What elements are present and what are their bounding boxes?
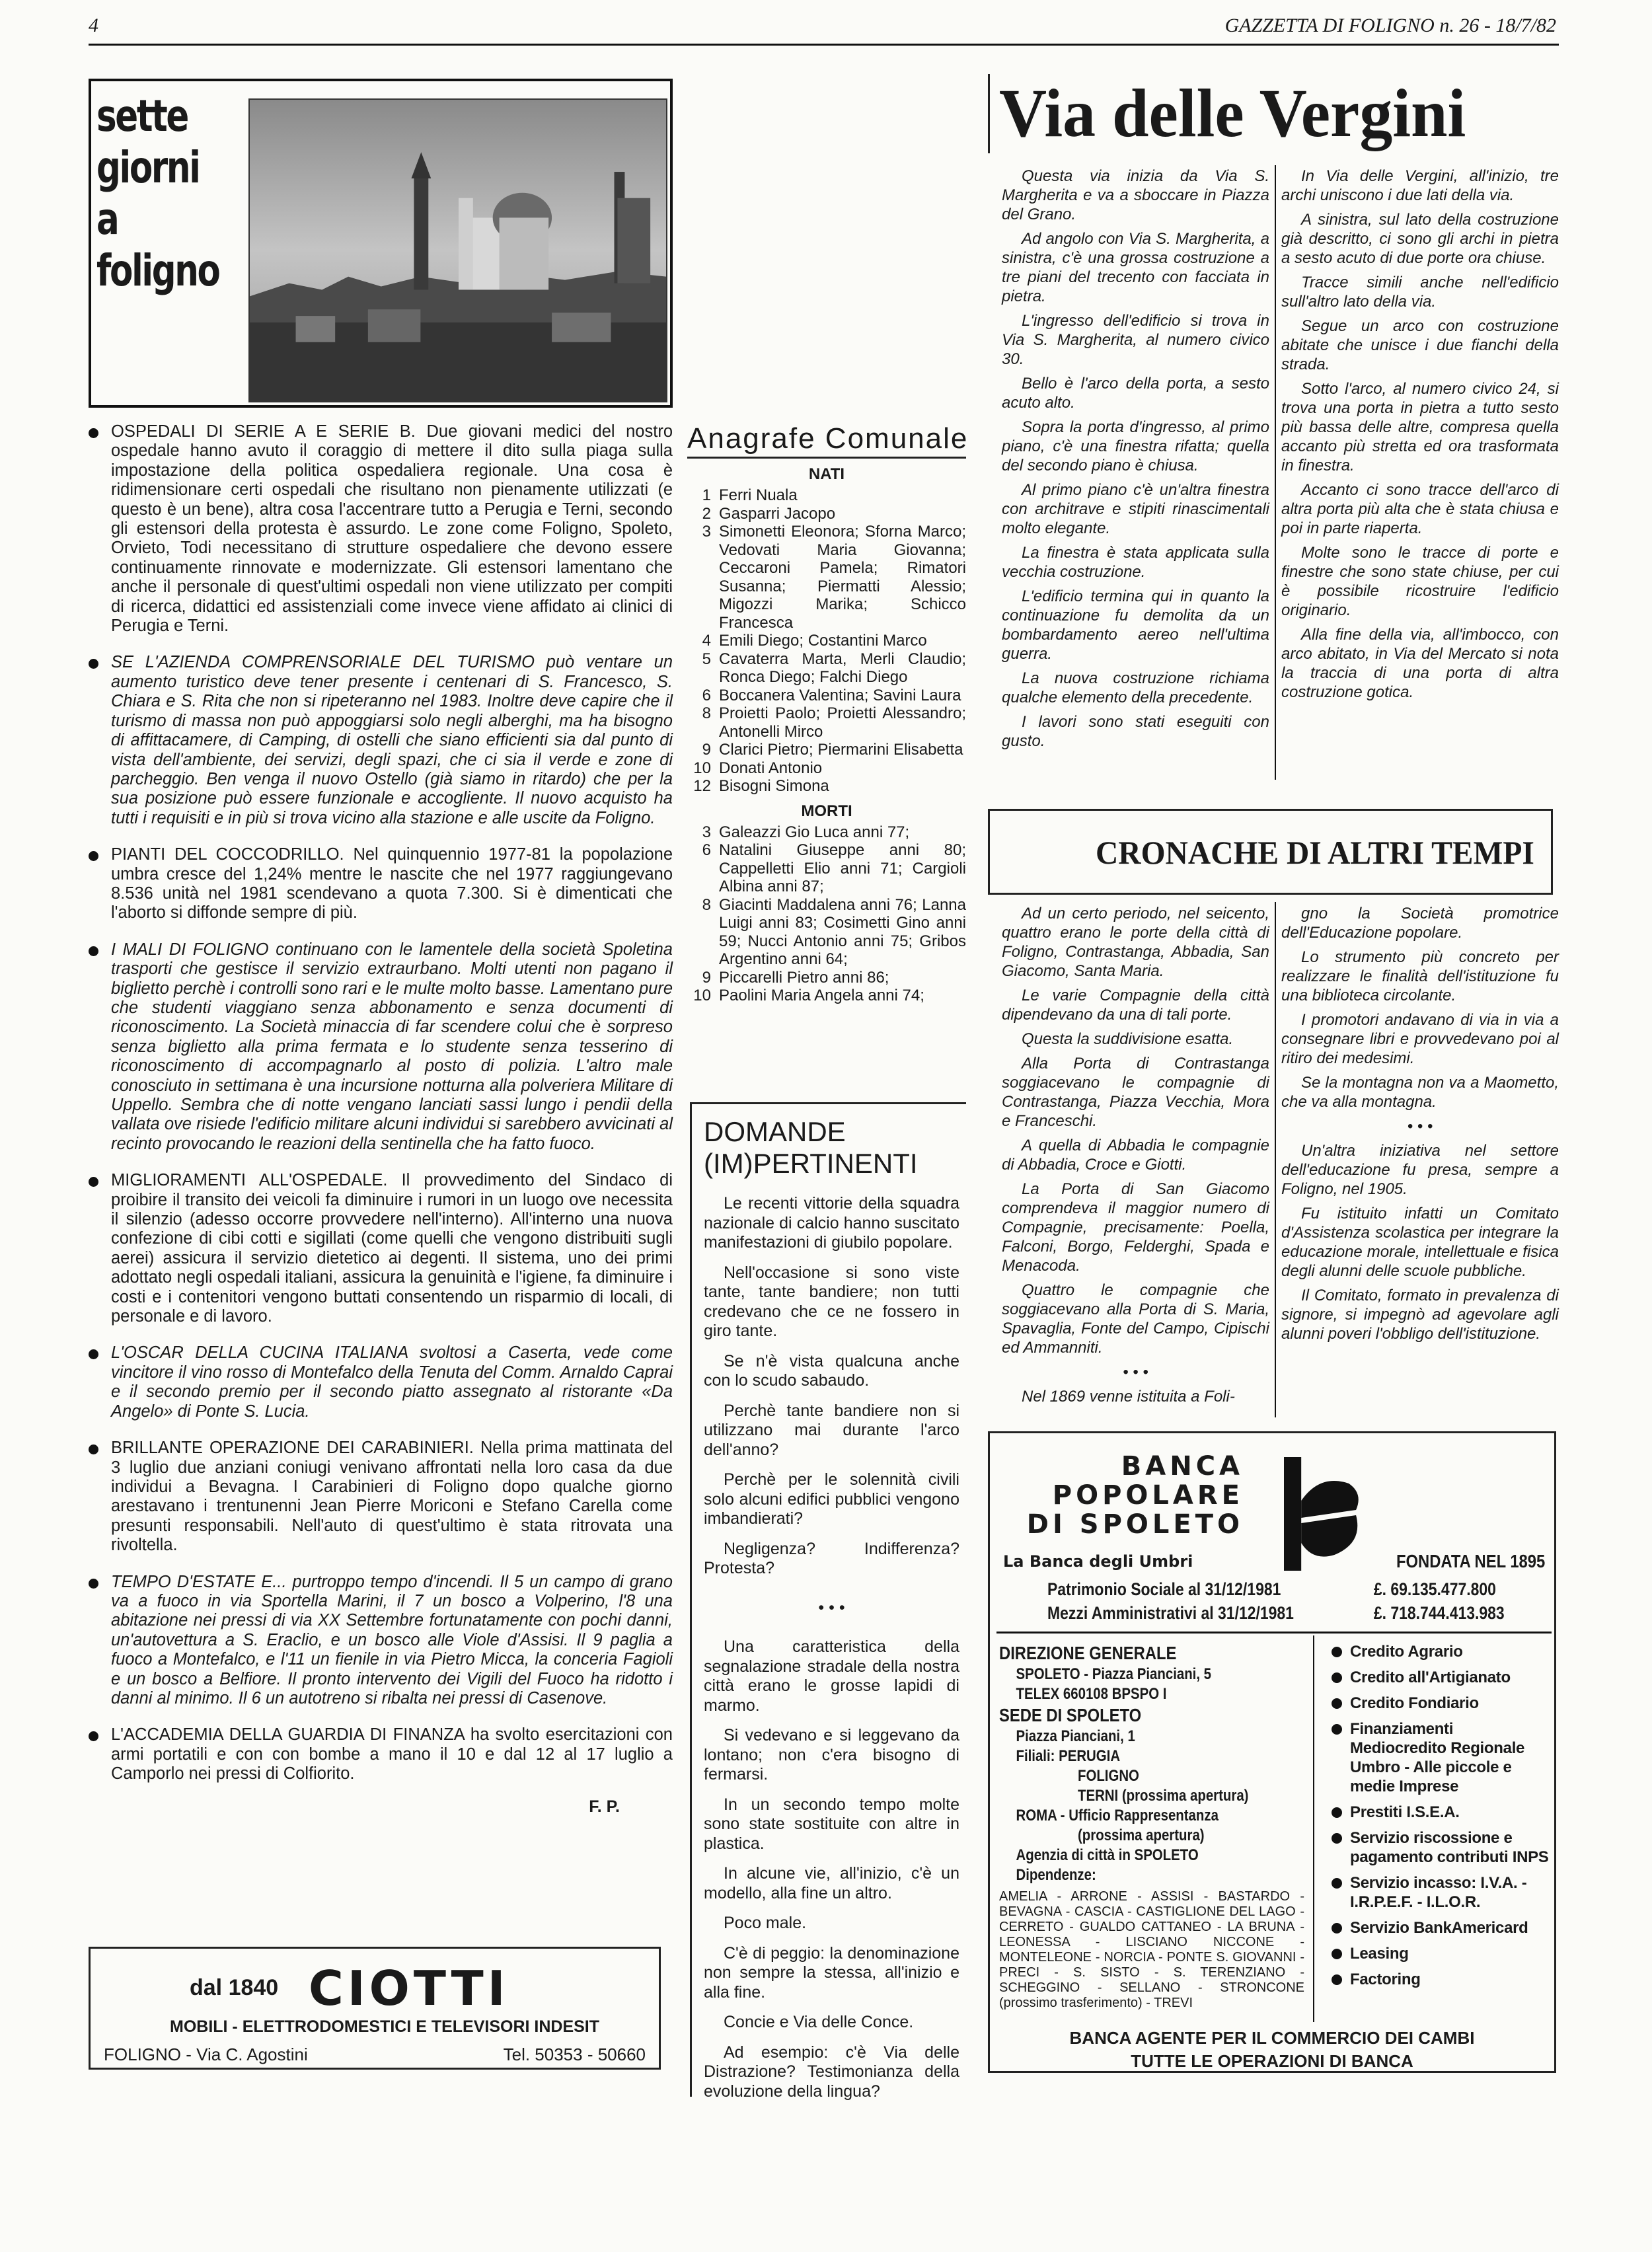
service-item bbox=[1327, 1918, 1553, 1937]
paragraph: In un secondo tempo molte sono state sostituite con altre in plastica. bbox=[704, 1795, 959, 1853]
ad-since: dal 1840 bbox=[190, 1975, 279, 2000]
divider bbox=[1313, 1635, 1314, 2022]
entry-names: Simonetti Eleonora; Sforna Marco; Vedovati Maria Giovanna; Ceccaroni Pamela; Rimatori Susanna; Piermatti Alessio; Migozzi Marika; Schicco Francesca bbox=[719, 523, 966, 632]
service-label: Servizio incasso: I.V.A. - I.R.P.E.F. - I.L.O.R. bbox=[1350, 1874, 1527, 1911]
news-brief bbox=[89, 422, 673, 636]
paragraph: C'è di peggio: la denominazione non sempre la stessa, all'inizio e alla fine. bbox=[704, 1943, 959, 2002]
morti-list bbox=[687, 823, 966, 1005]
entry-names: Donati Antonio bbox=[719, 759, 823, 777]
service-item bbox=[1327, 1873, 1553, 1912]
entry-day: 8 bbox=[702, 895, 711, 914]
section-separator: • • • bbox=[818, 1598, 845, 1617]
bullet-icon bbox=[1332, 1698, 1342, 1709]
registry-entry bbox=[687, 741, 966, 759]
news-brief bbox=[89, 653, 673, 828]
paragraph: gno la Società promotrice dell'Educazione popolare. bbox=[1281, 905, 1559, 942]
registry-entry bbox=[687, 987, 966, 1005]
brief-lead: L'OSCAR DELLA CUCINA ITALIANA bbox=[111, 1343, 408, 1363]
registry-entry bbox=[687, 777, 966, 796]
via-vergini-col1 bbox=[1002, 167, 1269, 756]
via-vergini-col2 bbox=[1281, 167, 1559, 707]
nati-list bbox=[687, 486, 966, 796]
paragraph: Le varie Compagnie della città dipendevano da una di tali porte. bbox=[1002, 987, 1269, 1024]
brief-text: Il provvedimento del Sindaco di proibire il transito dei veicoli fa diminuire i rumori in un luogo ove necessita il silenzio (adesso occorre provvedere nell'interno). All'interno una nuova confezione di cibi cotti e sigillati (come quelli che vengono distribuiti sugli aerei) assicura il servizio dietetico ai degenti. Il sistema, uno dei primi adottato negli ospedali italiani, assicura la genuinità e l'igiene, fa diminuire i costi e i contenitori vengono buttati consentendo un risparmio di locali, di personale e di lavoro. bbox=[111, 1171, 673, 1326]
cronache-col2 bbox=[1281, 904, 1559, 1349]
entry-day: 10 bbox=[693, 987, 711, 1004]
paragraph: Poco male. bbox=[724, 1914, 807, 1932]
bank-name-line: POPOLARE bbox=[1052, 1480, 1244, 1511]
paragraph: Tracce simili anche nell'edificio sull'altro lato della via. bbox=[1281, 274, 1559, 311]
ad-brand: CIOTTI bbox=[309, 1961, 509, 2016]
office-line: SEDE DI SPOLETO bbox=[999, 1705, 1142, 1725]
entry-day: 8 bbox=[702, 704, 711, 722]
bullet-icon bbox=[1332, 1949, 1342, 1959]
office-line: TELEX 660108 BPSPO I bbox=[1016, 1685, 1167, 1703]
entry-names: Clarici Pietro; Piermarini Elisabetta bbox=[719, 741, 963, 759]
entry-names: Cavaterra Marta, Merli Claudio; Ronca Diego; Falchi Diego bbox=[719, 650, 966, 686]
bank-logo-icon bbox=[1284, 1457, 1363, 1571]
service-item bbox=[1327, 1803, 1553, 1822]
service-item bbox=[1327, 1668, 1553, 1687]
news-brief bbox=[89, 1439, 673, 1555]
registry-entry bbox=[687, 969, 966, 987]
bullet-icon bbox=[1332, 1974, 1342, 1985]
anagrafe-comunale bbox=[687, 422, 969, 1005]
brief-text: svoltosi a Caserta, vede come vincitore il vino rosso di Montefalco della Tenuta del Comm. Arnaldo Caprai e il secondo premio per il secondo piatto assegnato al ristorante «Da Angelo» di Ponte S. Lucia. bbox=[111, 1343, 673, 1421]
registry-entry bbox=[687, 841, 966, 896]
service-item bbox=[1327, 1719, 1553, 1796]
brief-text: Nel quinquennio 1977-81 la popolazione umbra cresce del 1,24% mentre le nascite che nel 1977 raggiungevano 8.536 unità nel 1981 scendevano a quota 7.300. Si è dimenticati che l'aborto si diffonde sempre di più. bbox=[111, 845, 673, 922]
cronache-title: CRONACHE DI ALTRI TEMPI bbox=[1096, 834, 1534, 871]
paragraph: Sopra la porta d'ingresso, al primo piano, c'è una finestra rifatta; quella del secondo piano è chiusa. bbox=[1002, 418, 1269, 474]
paragraph: In alcune vie, all'inizio, c'è un modello, alla fine un altro. bbox=[704, 1864, 959, 1902]
paragraph: Se la montagna non va a Maometto, che va alla montagna. bbox=[1281, 1074, 1559, 1111]
bank-footer bbox=[990, 2027, 1554, 2073]
brief-lead: SE L'AZIENDA COMPRENSORIALE DEL TURISMO bbox=[111, 653, 535, 672]
paragraph: Il Comitato, formato in prevalenza di signore, si impegnò ad agevolare agli alunni poveri l'obbligo dell'istituzione. bbox=[1281, 1287, 1559, 1343]
paragraph: I lavori sono stati eseguiti con gusto. bbox=[1002, 713, 1269, 750]
footer-line: BANCA AGENTE PER IL COMMERCIO DEI CAMBI bbox=[1069, 2028, 1475, 2048]
entry-day: 12 bbox=[693, 777, 711, 795]
registry-entry bbox=[687, 505, 966, 523]
bullet-icon bbox=[89, 1731, 98, 1741]
anagrafe-title: Anagrafe Comunale bbox=[687, 422, 966, 459]
domande-body bbox=[704, 1194, 959, 2101]
paragraph: Una caratteristica della segnalazione stradale della nostra città erano le grosse lapidi di marmo. bbox=[704, 1637, 959, 1715]
paragraph: Questa via inizia da Via S. Margherita e va a sboccare in Piazza del Grano. bbox=[1002, 167, 1269, 223]
paragraph: Ad un certo periodo, nel seicento, quattro erano le porte della città di Foligno, Contrastanga, Abbadia, San Giacomo, Santa Maria. bbox=[1002, 905, 1269, 980]
entry-names: Galeazzi Gio Luca anni 77; bbox=[719, 823, 910, 841]
sette-giorni-header bbox=[89, 79, 673, 408]
figure-label: Patrimonio Sociale al 31/12/1981 bbox=[1047, 1579, 1281, 1599]
paragraph: Nel 1869 venne istituita a Foli- bbox=[1022, 1388, 1235, 1406]
paragraph: Fu istituito infatti un Comitato d'Assistenza scolastica per integrare la educazione morale, intellettuale e fisica degli alunni delle scuole pubbliche. bbox=[1281, 1205, 1559, 1280]
registry-entry bbox=[687, 823, 966, 842]
paragraph: L'ingresso dell'edificio si trova in Via S. Margherita, al numero civico 30. bbox=[1002, 312, 1269, 368]
paragraph: Concie e Via delle Conce. bbox=[724, 2013, 914, 2031]
service-label: Prestiti I.S.E.A. bbox=[1350, 1803, 1460, 1821]
service-label: Finanziamenti Mediocredito Regionale Umbro - Alle piccole e medie Imprese bbox=[1350, 1720, 1525, 1795]
paragraph: Segue un arco con costruzione abitate che unisce i due fianchi della strada. bbox=[1281, 317, 1559, 373]
bullet-icon bbox=[89, 946, 98, 956]
paragraph: Al primo piano c'è un'altra finestra con architrave e stipiti rinascimentali molto elegante. bbox=[1002, 481, 1269, 537]
bullet-icon bbox=[89, 1579, 98, 1589]
paragraph: A quella di Abbadia le compagnie di Abbadia, Croce e Giotti. bbox=[1002, 1137, 1269, 1174]
section-separator: • • • bbox=[1407, 1117, 1433, 1135]
brief-lead: TEMPO D'ESTATE E... bbox=[111, 1572, 287, 1591]
entry-names: Natalini Giuseppe anni 80; Cappelletti Elio anni 71; Cargioli Albina anni 87; bbox=[719, 841, 966, 895]
paragraph: Alla Porta di Contrastanga soggiacevano le compagnie di Contrastanga, Piazza Vecchia, Mora e Franceschi. bbox=[1002, 1055, 1269, 1130]
entry-day: 6 bbox=[702, 841, 711, 859]
office-line: Agenzia di città in SPOLETO bbox=[1016, 1846, 1199, 1864]
paragraph: Un'altra iniziativa nel settore dell'educazione fu presa, sempre a Foligno, nel 1905. bbox=[1281, 1142, 1559, 1198]
entry-names: Paolini Maria Angela anni 74; bbox=[719, 987, 924, 1004]
entry-names: Gasparri Jacopo bbox=[719, 504, 836, 523]
news-brief bbox=[89, 1343, 673, 1421]
ad-products: MOBILI - ELETTRODOMESTICI E TELEVISORI INDESIT bbox=[170, 2017, 600, 2036]
title-line: giorni bbox=[96, 142, 200, 193]
brief-text: ha svolto esercitazioni con armi portatili e con con bombe a mano il 10 e dal 12 al 17 luglio a Camporlo nei pressi di Colfiorito. bbox=[111, 1725, 673, 1783]
signature: F. P. bbox=[589, 1797, 620, 1816]
cronache-title-box bbox=[988, 809, 1553, 895]
paragraph: Accanto ci sono tracce dell'arco di altra porta più alta che è stata chiusa e poi in parte riaperta. bbox=[1281, 481, 1559, 537]
news-brief bbox=[89, 845, 673, 923]
footer-line: TUTTE LE OPERAZIONI DI BANCA bbox=[1131, 2051, 1413, 2071]
office-line: Filiali: PERUGIA bbox=[1016, 1747, 1121, 1765]
entry-day: 6 bbox=[702, 686, 711, 704]
paragraph: La nuova costruzione richiama qualche elemento della precedente. bbox=[1002, 669, 1269, 706]
ciotti-advertisement bbox=[89, 1947, 661, 2070]
news-brief bbox=[89, 940, 673, 1154]
entry-names: Ferri Nuala bbox=[719, 486, 798, 504]
title-line: foligno bbox=[96, 245, 219, 296]
paragraph: Nell'occasione si sono viste tante, tante bandiere; non tutti credevano che ce ne fossero in giro tante. bbox=[704, 1263, 959, 1340]
header-rule bbox=[89, 44, 1559, 46]
bullet-icon bbox=[1332, 1647, 1342, 1657]
service-item bbox=[1327, 1970, 1553, 1989]
entry-names: Proietti Paolo; Proietti Alessandro; Antonelli Mirco bbox=[719, 704, 966, 741]
office-line: SPOLETO - Piazza Pianciani, 5 bbox=[1016, 1665, 1212, 1683]
paragraph: Quattro le compagnie che soggiacevano alla Porta di S. Maria, Spavaglia, Fonte del Campo, Cipischi ed Ammanniti. bbox=[1002, 1281, 1269, 1357]
brief-text: continuano con le lamentele della società Spoletina trasporti che gestisce il servizio extraurbano. Molti utenti non pagano il biglietto perchè i controlli sono rari e le multe molto basse. Lamentano pure che studenti viaggiano senza abbonamento e senza documenti di riconoscimento. La Società minaccia di far scendere colui che è sorpreso senza biglietto alla prima fermata e lo studente senza tesserino di riconoscimento di accompagnarlo al posto di polizia. L'altro male conosciuto in settimana è una incursione notturna alla polveriera Militare di Uppello. Sembra che di notte vengano lanciati sassi lungo i pendii della vallata ove risiede l'edificio militare alcuni individui si sarebbero avvicinati al recinto provocando le reazioni della sentinella che ha fatto fuoco. bbox=[111, 940, 673, 1153]
paragraph: Lo strumento più concreto per realizzare le finalità dell'istituzione fu una biblioteca circolante. bbox=[1281, 948, 1559, 1004]
service-label: Credito Fondiario bbox=[1350, 1694, 1479, 1712]
news-brief bbox=[89, 1573, 673, 1709]
brief-text: purtroppo tempo d'incendi. Il 5 un campo di grano va a fuoco in via Sportella Marini, il 7 un bosco a Volperino, l'8 una abitazione nei pressi di via XX Settembre fortunatamente con pochi danni, un'autovettura a S. Eraclio, e un bosco alle Viole d'Assisi. Il 9 paglia a fuoco a Montefalco, e l'11 un fienile in via Pietro Micca, la conceria Fagioli e un bosco a Belfiore. Il pronto intervento dei Vigili del Fuoco ha ridotto i danni al minimo. Il 6 un autotreno si ribalta nei pressi di Casenove. bbox=[111, 1572, 673, 1708]
brief-lead: L'ACCADEMIA DELLA GUARDIA DI FINANZA bbox=[111, 1725, 465, 1745]
news-brief bbox=[89, 1725, 673, 1783]
entry-day: 9 bbox=[702, 741, 711, 759]
entry-day: 5 bbox=[702, 650, 711, 668]
paragraph: Si vedevano e si leggevano da lontano; non c'era bisogno di fermarsi. bbox=[704, 1726, 959, 1783]
registry-entry bbox=[687, 523, 966, 632]
brief-lead: PIANTI DEL COCCODRILLO. bbox=[111, 845, 344, 864]
paragraph: Perchè per le solennità civili solo alcuni edifici pubblici vengono imbandierati? bbox=[704, 1470, 959, 1528]
bank-name-line: BANCA bbox=[1121, 1451, 1244, 1482]
registry-entry bbox=[687, 704, 966, 741]
bank-name bbox=[998, 1452, 1244, 1539]
paragraph: Se n'è vista qualcuna anche con lo scudo sabaudo. bbox=[704, 1351, 959, 1390]
bullet-icon bbox=[1332, 1833, 1342, 1844]
office-line: ROMA - Ufficio Rappresentanza bbox=[1016, 1807, 1219, 1824]
registry-entry bbox=[687, 896, 966, 969]
entry-day: 3 bbox=[702, 523, 711, 541]
office-line: Dipendenze: bbox=[1016, 1866, 1096, 1884]
bullet-icon bbox=[89, 1177, 98, 1187]
paragraph: Perchè tante bandiere non si utilizzano mai durante l'arco dell'anno? bbox=[704, 1401, 959, 1459]
entry-day: 2 bbox=[702, 504, 711, 523]
bank-services bbox=[1327, 1642, 1553, 1996]
paragraph: Alla fine della via, all'imbocco, con arco abitato, in Via del Mercato si nota la traccia di una porta di altra costruzione gotica. bbox=[1281, 626, 1559, 701]
brief-text: Due giovani medici del nostro ospedale hanno avuto il coraggio di mettere il dito sulla piaga sulla impostazione della politica ospedaliera regionale. Una cosa è ridimensionare certi ospedali che risultano non pienamente utilizzati (e questo è un bene), altra cosa l'accentrare tutto a Perugia e Terni, secondo gli estensori della protesta è assurdo. Le zone come Foligno, Spoleto, Orvieto, Todi necessitano di strutture ospedaliere che devono essere continuamente rinnovate e modernizzate. Gli estensori lamentano che anche il personale di quest'ultimi ospedali non viene utilizzato per compiti di ricerca, didattici ed assistenziali come invece viene affidato ai clinici di Perugia e Terni. bbox=[111, 422, 673, 636]
brief-text: può ventare un aumento turistico deve tener presente i centenari di S. Francesco, S. Chiara e S. Rita che non si ripeteranno nel 1983. Inoltre deve capire che il turismo di massa non può appoggiarsi solo negli alberghi, ma ha bisogno di affittacamere, di Camping, di ostelli che siano efficienti sia dal punto di vista dell'ambiente, dei servizi, degli spazi, che ci sia il verde e zone di parcheggio. Ben venga il nuovo Ostello (già siamo in ritardo) che per la sua posizione può essere funzionale e accogliente. Il nuovo acquisto ha tutti i requisiti e in più si trova vicino alla stazione e alle uscite da Foligno. bbox=[111, 653, 673, 827]
paragraph: Sotto l'arco, al numero civico 24, si trova una porta in pietra a tutto sesto più bassa delle altre, compresa quella accanto più stretta ed ora trasformata in finestra. bbox=[1281, 380, 1559, 474]
title-line: (IM)PERTINENTI bbox=[704, 1148, 918, 1179]
via-vergini-title-text: Via delle Vergini bbox=[999, 75, 1466, 151]
entry-names: Boccanera Valentina; Savini Laura bbox=[719, 686, 961, 704]
service-item bbox=[1327, 1944, 1553, 1963]
registry-entry bbox=[687, 759, 966, 778]
paragraph: L'edificio termina qui in quanto la continuazione fu demolita da un bombardamento aereo nell'ultima guerra. bbox=[1002, 587, 1269, 663]
foligno-skyline-photo bbox=[248, 98, 667, 402]
bank-offices bbox=[999, 1642, 1304, 2011]
news-briefs-column bbox=[89, 422, 673, 1817]
service-label: Credito Agrario bbox=[1350, 1643, 1463, 1661]
section-separator: • • • bbox=[1123, 1363, 1148, 1381]
paragraph: La finestra è stata applicata sulla vecchia costruzione. bbox=[1002, 544, 1269, 581]
service-item bbox=[1327, 1828, 1553, 1867]
registry-entry bbox=[687, 486, 966, 505]
registry-entry bbox=[687, 687, 966, 705]
figure-label: Mezzi Amministrativi al 31/12/1981 bbox=[1047, 1603, 1294, 1623]
via-vergini-title bbox=[988, 74, 1569, 153]
title-line: a bbox=[96, 194, 118, 244]
dipendenze-list: AMELIA - ARRONE - ASSISI - BASTARDO - BEVAGNA - CASCIA - CASTIGLIONE DEL LAGO - CERRETO - GUALDO CATTANEO - LA BRUNA - LEONESSA - LISCIANO NICCONE - MONTELEONE - NORCIA - PONTE S. GIOVANNI - PRECI - S. SISTO - S. TERENZIANO - SCHEGGINO - SELLANO - STRONCONE (prossimo trasferimento) - TREVI bbox=[999, 1889, 1304, 2010]
paragraph: Le recenti vittorie della squadra nazionale di calcio hanno suscitato manifestazioni di giubilo popolare. bbox=[704, 1194, 959, 1252]
entry-names: Piccarelli Pietro anni 86; bbox=[719, 968, 889, 987]
brief-text: Nella prima mattinata del 3 luglio due anziani coniugi venivano affrontati nella loro casa da due individui a Bevagna. I Carabinieri di Foligno dopo qualche giorno arestavano i trentunenni Jean Pierre Moriconi e Stefano Carella come presunti responsabili. Nell'auto di quest'ultimo è stata ritrovata una rivoltella. bbox=[111, 1439, 673, 1555]
service-label: Leasing bbox=[1350, 1945, 1409, 1963]
news-brief bbox=[89, 1171, 673, 1326]
figure-value: £. 718.744.413.983 bbox=[1373, 1603, 1505, 1623]
paragraph: A sinistra, sul lato della costruzione già descritto, ci sono gli archi in pietra a sesto acuto di due porte ora chiuse. bbox=[1281, 211, 1559, 267]
office-line: (prossima apertura) bbox=[1078, 1826, 1205, 1844]
entry-day: 9 bbox=[702, 968, 711, 987]
entry-names: Emili Diego; Costantini Marco bbox=[719, 632, 927, 650]
domande-title bbox=[704, 1116, 959, 1180]
page-number: 4 bbox=[89, 15, 98, 36]
bank-founded: FONDATA NEL 1895 bbox=[1396, 1551, 1546, 1571]
figure-value: £. 69.135.477.800 bbox=[1373, 1579, 1496, 1599]
bank-figures bbox=[1047, 1577, 1505, 1625]
domande-impertinenti bbox=[690, 1102, 966, 2101]
registry-entry bbox=[687, 632, 966, 650]
bullet-icon bbox=[89, 1349, 98, 1359]
nati-heading: NATI bbox=[808, 465, 845, 483]
bullet-icon bbox=[89, 1445, 98, 1454]
divider bbox=[996, 1632, 1552, 1633]
bullet-icon bbox=[1332, 1672, 1342, 1683]
brief-lead: OSPEDALI DI SERIE A E SERIE B. bbox=[111, 422, 416, 441]
paragraph: Molte sono le tracce di porte e finestre che sono state chiuse, per cui è possibile ricostruire l'edificio originario. bbox=[1281, 544, 1559, 619]
office-line: FOLIGNO bbox=[1078, 1767, 1139, 1785]
bullet-icon bbox=[1332, 1923, 1342, 1933]
bullet-icon bbox=[1332, 1878, 1342, 1889]
entry-day: 4 bbox=[702, 632, 711, 650]
paragraph: I promotori andavano di via in via a consegnare libri e provvedevano poi al ritiro dei medesimi. bbox=[1281, 1011, 1559, 1067]
paragraph: Ad angolo con Via S. Margherita, a sinistra, c'è una grossa costruzione a tre piani del trecento con facciata in pietra. bbox=[1002, 230, 1269, 305]
column-divider bbox=[1275, 902, 1276, 1417]
paragraph: Bello è l'arco della porta, a sesto acuto alto. bbox=[1002, 375, 1269, 412]
service-label: Servizio BankAmericard bbox=[1350, 1919, 1528, 1937]
entry-day: 1 bbox=[702, 486, 711, 504]
office-line: TERNI (prossima apertura) bbox=[1078, 1787, 1249, 1805]
entry-names: Bisogni Simona bbox=[719, 777, 829, 795]
paragraph: Ad esempio: c'è Via delle Distrazione? Testimonianza della evoluzione della lingua? bbox=[704, 2043, 959, 2101]
column-divider bbox=[1275, 165, 1276, 780]
paragraph: Questa la suddivisione esatta. bbox=[1022, 1030, 1234, 1048]
office-line: Piazza Pianciani, 1 bbox=[1016, 1727, 1135, 1745]
paragraph: In Via delle Vergini, all'inizio, tre archi uniscono i due lati della via. bbox=[1281, 167, 1559, 204]
service-label: Credito all'Artigianato bbox=[1350, 1669, 1511, 1686]
brief-lead: I MALI DI FOLIGNO bbox=[111, 940, 269, 959]
service-item bbox=[1327, 1694, 1553, 1713]
morti-heading: MORTI bbox=[801, 802, 852, 820]
service-label: Factoring bbox=[1350, 1971, 1421, 1988]
service-label: Servizio riscossione e pagamento contributi INPS bbox=[1350, 1829, 1549, 1866]
paragraph: Negligenza? Indifferenza? Protesta? bbox=[704, 1539, 959, 1577]
service-item bbox=[1327, 1642, 1553, 1661]
bullet-icon bbox=[89, 659, 98, 669]
bullet-icon bbox=[1332, 1807, 1342, 1818]
brief-lead: MIGLIORAMENTI ALL'OSPEDALE. bbox=[111, 1171, 388, 1190]
ad-address: FOLIGNO - Via C. Agostini bbox=[104, 2045, 308, 2064]
bullet-icon bbox=[89, 428, 98, 438]
ad-phone: Tel. 50353 - 50660 bbox=[503, 2045, 646, 2064]
paragraph: La Porta di San Giacomo comprendeva il maggior numero di Compagnie, precisamente: Poella, Falconi, Borgo, Felderghi, Spada e Menacoda. bbox=[1002, 1180, 1269, 1275]
bullet-icon bbox=[89, 851, 98, 861]
brief-lead: BRILLANTE OPERAZIONE DEI CARABINIERI. bbox=[111, 1439, 474, 1458]
registry-entry bbox=[687, 650, 966, 687]
bank-name-line: DI SPOLETO bbox=[1026, 1509, 1244, 1540]
masthead: GAZZETTA DI FOLIGNO n. 26 - 18/7/82 bbox=[1224, 15, 1556, 36]
bank-tagline: La Banca degli Umbri bbox=[1003, 1552, 1193, 1571]
entry-names: Giacinti Maddalena anni 76; Lanna Luigi anni 83; Cosimetti Gino anni 59; Nucci Antonio anni 75; Gribos Argentino anni 64; bbox=[719, 895, 966, 968]
title-line: sette bbox=[96, 91, 188, 141]
office-line: DIREZIONE GENERALE bbox=[999, 1643, 1177, 1663]
banca-popolare-spoleto-ad bbox=[988, 1431, 1556, 2073]
section-title bbox=[96, 91, 219, 297]
entry-day: 10 bbox=[693, 759, 711, 777]
title-line: DOMANDE bbox=[704, 1116, 846, 1147]
cronache-col1 bbox=[1002, 904, 1269, 1411]
entry-day: 3 bbox=[702, 823, 711, 841]
bullet-icon bbox=[1332, 1724, 1342, 1735]
